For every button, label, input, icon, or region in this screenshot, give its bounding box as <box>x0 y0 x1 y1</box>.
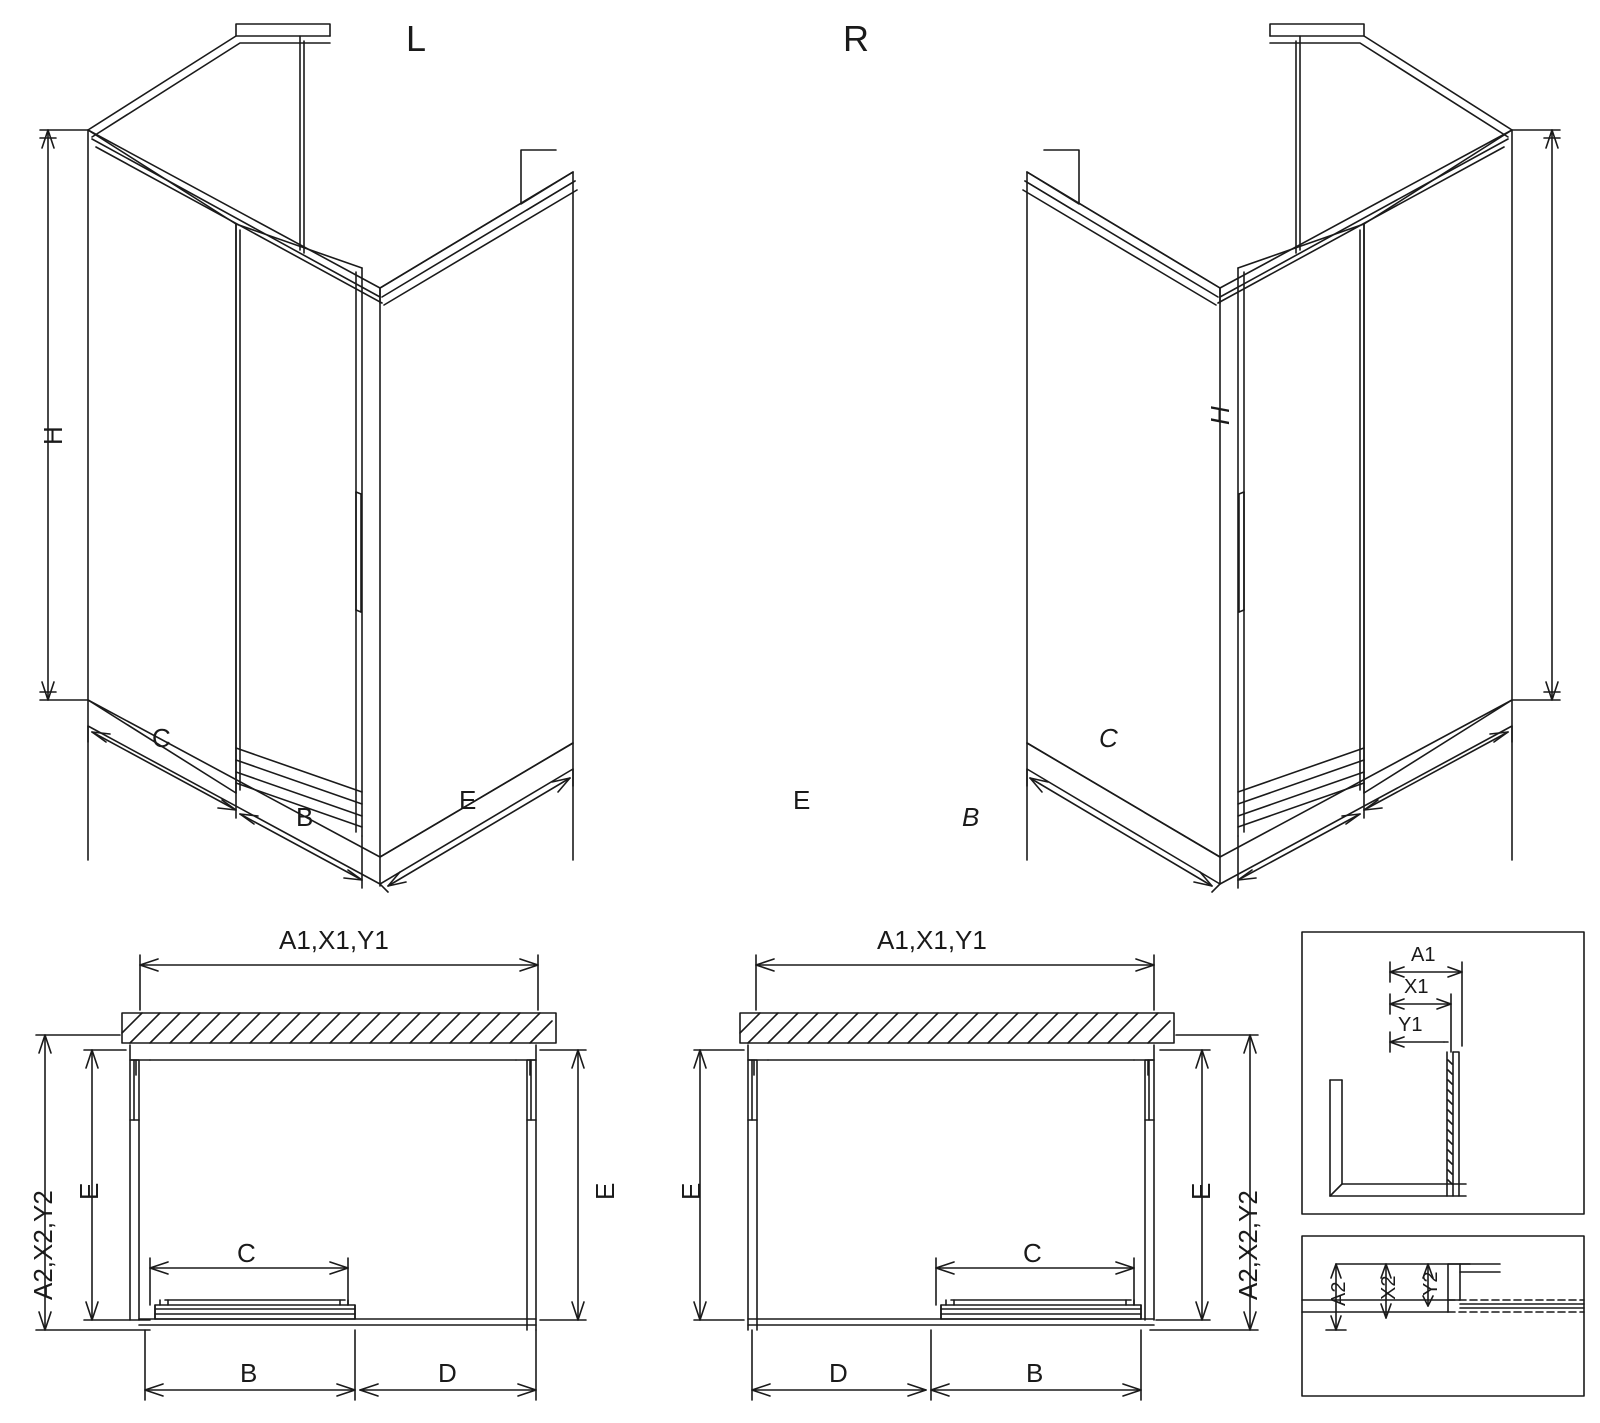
iso-left-dim-b: B <box>296 802 314 832</box>
iso-right-dim-e: E <box>793 785 811 815</box>
plan-right-dim-e-left: E <box>676 1182 706 1200</box>
detail-top <box>1302 932 1584 1214</box>
detail-top-dim-y1: Y1 <box>1398 1014 1423 1036</box>
detail-bottom <box>1302 1236 1584 1396</box>
detail-top-dim-x1: X1 <box>1404 976 1429 998</box>
iso-right-dim-b: B <box>962 802 980 832</box>
plan-left-dim-c: C <box>237 1238 256 1268</box>
detail-top-dim-a1: A1 <box>1411 944 1436 966</box>
iso-view-right <box>1023 24 1560 892</box>
detail-bottom-dim-y2: Y2 <box>1420 1271 1442 1296</box>
plan-left-dim-e-inner: E <box>74 1182 104 1200</box>
plan-view-right <box>694 955 1258 1400</box>
detail-bottom-dim-a2: A2 <box>1328 1281 1350 1306</box>
iso-left-variant-label: L <box>406 18 427 59</box>
iso-view-left <box>40 24 577 892</box>
iso-left-dim-e: E <box>459 785 477 815</box>
iso-left-dim-h: H <box>38 426 68 445</box>
plan-right-dim-outer: A2,X2,Y2 <box>1233 1190 1263 1300</box>
plan-right-dim-top: A1,X1,Y1 <box>877 925 987 955</box>
plan-left-dim-d: D <box>438 1358 457 1388</box>
plan-left-dim-top: A1,X1,Y1 <box>279 925 389 955</box>
plan-view-left <box>36 955 586 1400</box>
plan-left-dim-e-right: E <box>590 1182 620 1200</box>
iso-right-dim-c: C <box>1099 723 1118 753</box>
detail-bottom-dim-x2: X2 <box>1378 1275 1400 1300</box>
plan-right-dim-e-inner: E <box>1186 1182 1216 1200</box>
plan-right-dim-b: B <box>1026 1358 1044 1388</box>
iso-left-dim-c: C <box>152 723 171 753</box>
plan-left-dim-outer: A2,X2,Y2 <box>28 1190 58 1300</box>
plan-right-dim-d: D <box>829 1358 848 1388</box>
iso-right-variant-label: R <box>843 18 869 59</box>
plan-right-dim-c: C <box>1023 1238 1042 1268</box>
iso-right-dim-h: H <box>1205 406 1235 425</box>
plan-left-dim-b: B <box>240 1358 258 1388</box>
